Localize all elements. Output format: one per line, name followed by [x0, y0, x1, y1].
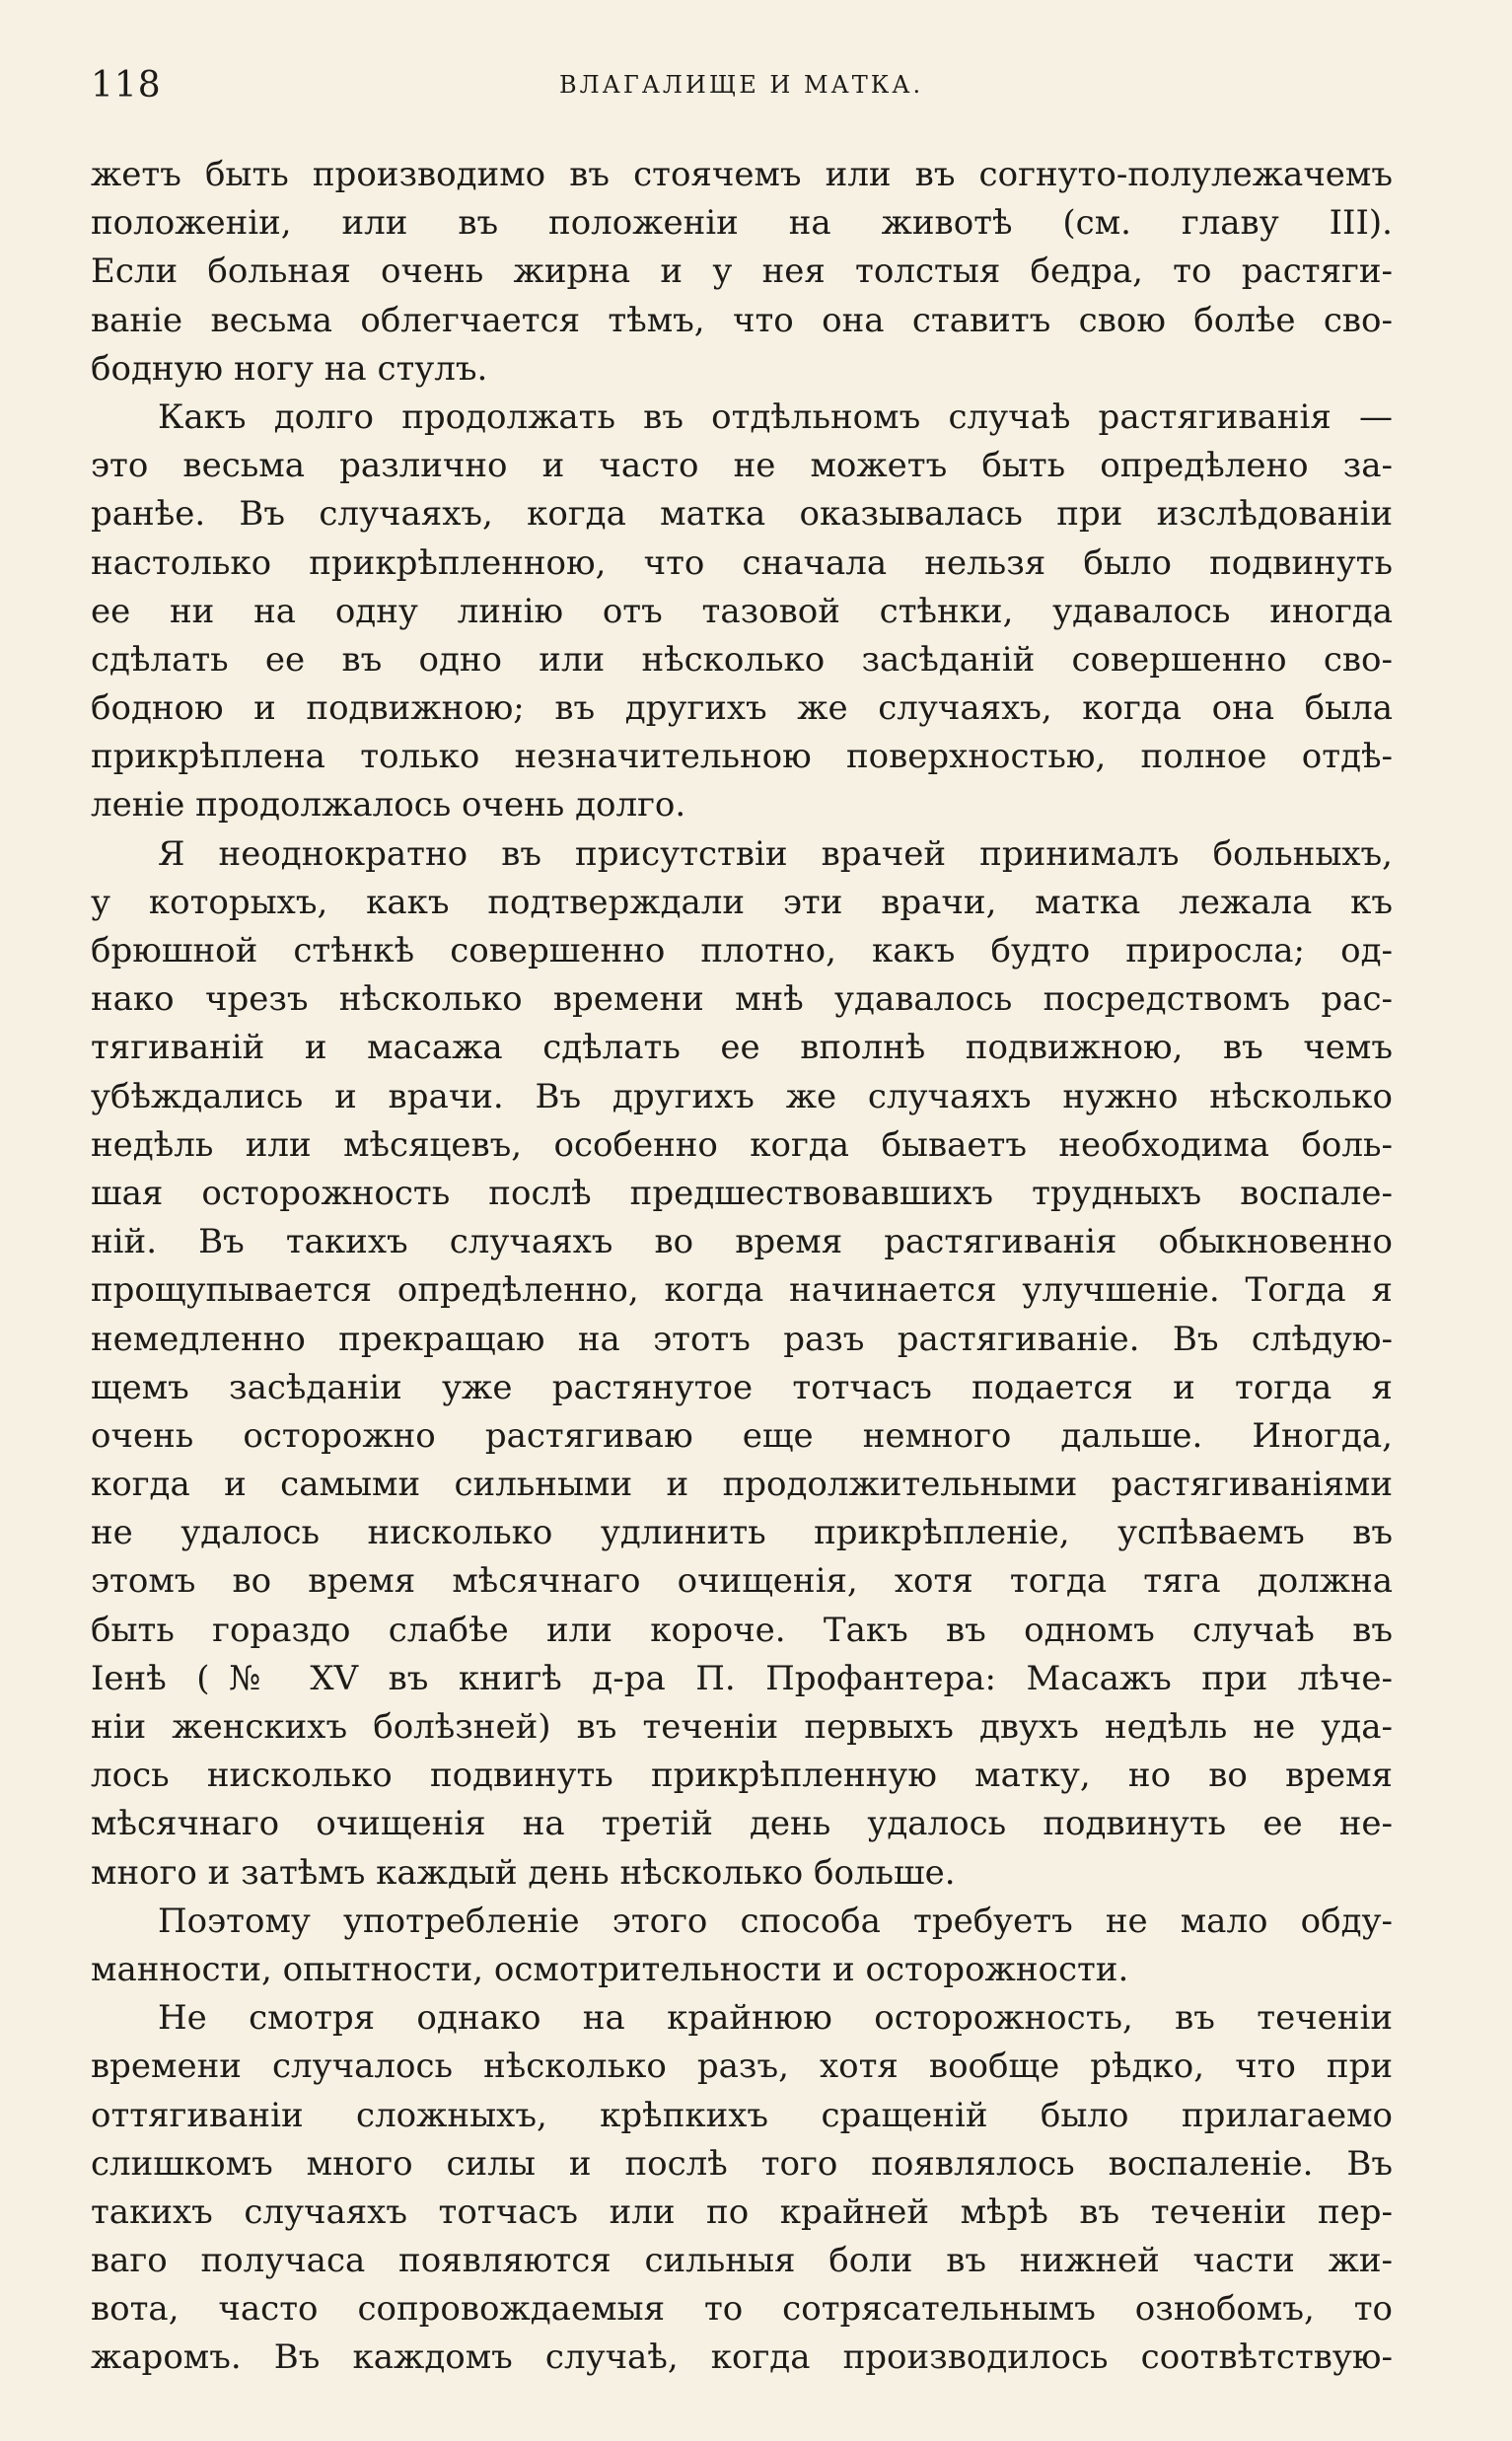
text-line: очень осторожно растягиваю еще немного дальше. Иногда,: [91, 1415, 1393, 1456]
text-line: ваніе весьма облегчается тѣмъ, что она ставитъ свою болѣе сво-: [91, 300, 1393, 340]
page-number: 118: [91, 65, 162, 106]
text-line: нако чрезъ нѣсколько времени мнѣ удавалось посредствомъ рас-: [91, 979, 1393, 1020]
text-line: вота, часто сопровождаемыя то сотрясательнымъ ознобомъ, то: [91, 2289, 1393, 2330]
text-line: когда и самыми сильными и продолжительными растягиваніями: [91, 1465, 1393, 1505]
text-line: не удалось нисколько удлинить прикрѣпленіе, успѣваемъ въ: [91, 1513, 1393, 1553]
body-text: [91, 151, 1393, 2383]
text-line: ранѣе. Въ случаяхъ, когда матка оказывалась при изслѣдованіи: [91, 494, 1393, 535]
text-line: этомъ во время мѣсячнаго очищенія, хотя тогда тяга должна: [91, 1561, 1393, 1602]
text-line: оттягиваніи сложныхъ, крѣпкихъ сращеній было прилагаемо: [91, 2095, 1393, 2135]
text-line: убѣждались и врачи. Въ другихъ же случаяхъ нужно нѣсколько: [91, 1076, 1393, 1116]
text-line: ніи женскихъ болѣзней) въ теченіи первыхъ двухъ недѣль не уда-: [91, 1707, 1393, 1747]
text-line: ее ни на одну линію отъ тазовой стѣнки, удавалось иногда: [91, 591, 1393, 631]
text-line: щемъ засѣданіи уже растянутое тотчасъ подается и тогда я: [91, 1367, 1393, 1407]
text-line: такихъ случаяхъ тотчасъ или по крайней мѣрѣ въ теченіи пер-: [91, 2191, 1393, 2232]
text-line: времени случалось нѣсколько разъ, хотя вообще рѣдко, что при: [91, 2046, 1393, 2087]
text-line: тягиваній и масажа сдѣлать ее вполнѣ подвижною, въ чемъ: [91, 1028, 1393, 1068]
text-line: Поэтому употребленіе этого способа требуетъ не мало обду-: [158, 1901, 1393, 1941]
text-line: бодную ногу на стулъ.: [91, 348, 488, 389]
text-line: Какъ долго продолжать въ отдѣльномъ случаѣ растягиванія —: [158, 396, 1393, 437]
text-line: много и затѣмъ каждый день нѣсколько больше.: [91, 1852, 956, 1893]
page-header: [91, 57, 1391, 116]
text-line: лось нисколько подвинуть прикрѣпленную матку, но во время: [91, 1756, 1393, 1796]
text-line: Если больная очень жирна и у нея толстыя бедра, то растяги-: [91, 251, 1393, 292]
text-line: брюшной стѣнкѣ совершенно плотно, какъ будто приросла; од-: [91, 931, 1393, 970]
text-line: шая осторожность послѣ предшествовавшихъ трудныхъ воспале-: [91, 1173, 1393, 1213]
text-line: настолько прикрѣпленною, что сначала нельзя было подвинуть: [91, 542, 1393, 583]
text-line: у которыхъ, какъ подтверждали эти врачи, матка лежала къ: [91, 882, 1393, 922]
text-line: положеніи, или въ положеніи на животѣ (см. главу III).: [91, 203, 1393, 244]
text-line: прощупывается опредѣленно, когда начинается улучшеніе. Тогда я: [91, 1270, 1393, 1311]
text-line: сдѣлать ее въ одно или нѣсколько засѣданій совершенно сво-: [91, 639, 1393, 680]
text-line: мѣсячнаго очищенія на третій день удалось подвинуть ее не-: [91, 1804, 1393, 1844]
running-title: ВЛАГАЛИЩЕ И МАТКА.: [559, 71, 924, 99]
text-line: недѣль или мѣсяцевъ, особенно когда бываетъ необходима боль-: [91, 1124, 1393, 1165]
text-line: манности, опытности, осмотрительности и осторожности.: [91, 1949, 1129, 1989]
text-line: прикрѣплена только незначительною поверхностью, полное отдѣ-: [91, 737, 1393, 777]
text-line: Іенѣ (№ XV въ книгѣ д-ра П. Профантера: Масажъ при лѣче-: [91, 1658, 1393, 1698]
text-line: леніе продолжалось очень долго.: [91, 785, 686, 826]
text-line: это весьма различно и часто не можетъ быть опредѣлено за-: [91, 446, 1393, 486]
text-line: ваго получаса появляются сильныя боли въ нижней части жи-: [91, 2241, 1393, 2281]
text-line: Я неоднократно въ присутствіи врачей принималъ больныхъ,: [158, 833, 1393, 874]
text-line: быть гораздо слабѣе или короче. Такъ въ одномъ случаѣ въ: [91, 1610, 1393, 1650]
text-line: слишкомъ много силы и послѣ того появлялось воспаленіе. Въ: [91, 2143, 1393, 2184]
text-line: ній. Въ такихъ случаяхъ во время растягиванія обыкновенно: [91, 1222, 1393, 1262]
text-line: немедленно прекращаю на этотъ разъ растягиваніе. Въ слѣдую-: [91, 1319, 1393, 1359]
text-line: бодною и подвижною; въ другихъ же случаяхъ, когда она была: [91, 688, 1393, 729]
text-line: жаромъ. Въ каждомъ случаѣ, когда производилось соотвѣтствую-: [91, 2337, 1393, 2378]
text-line: Не смотря однако на крайнюю осторожность, въ теченіи: [158, 1998, 1393, 2039]
text-line: жетъ быть производимо въ стоячемъ или въ согнуто-полулежачемъ: [91, 155, 1393, 194]
